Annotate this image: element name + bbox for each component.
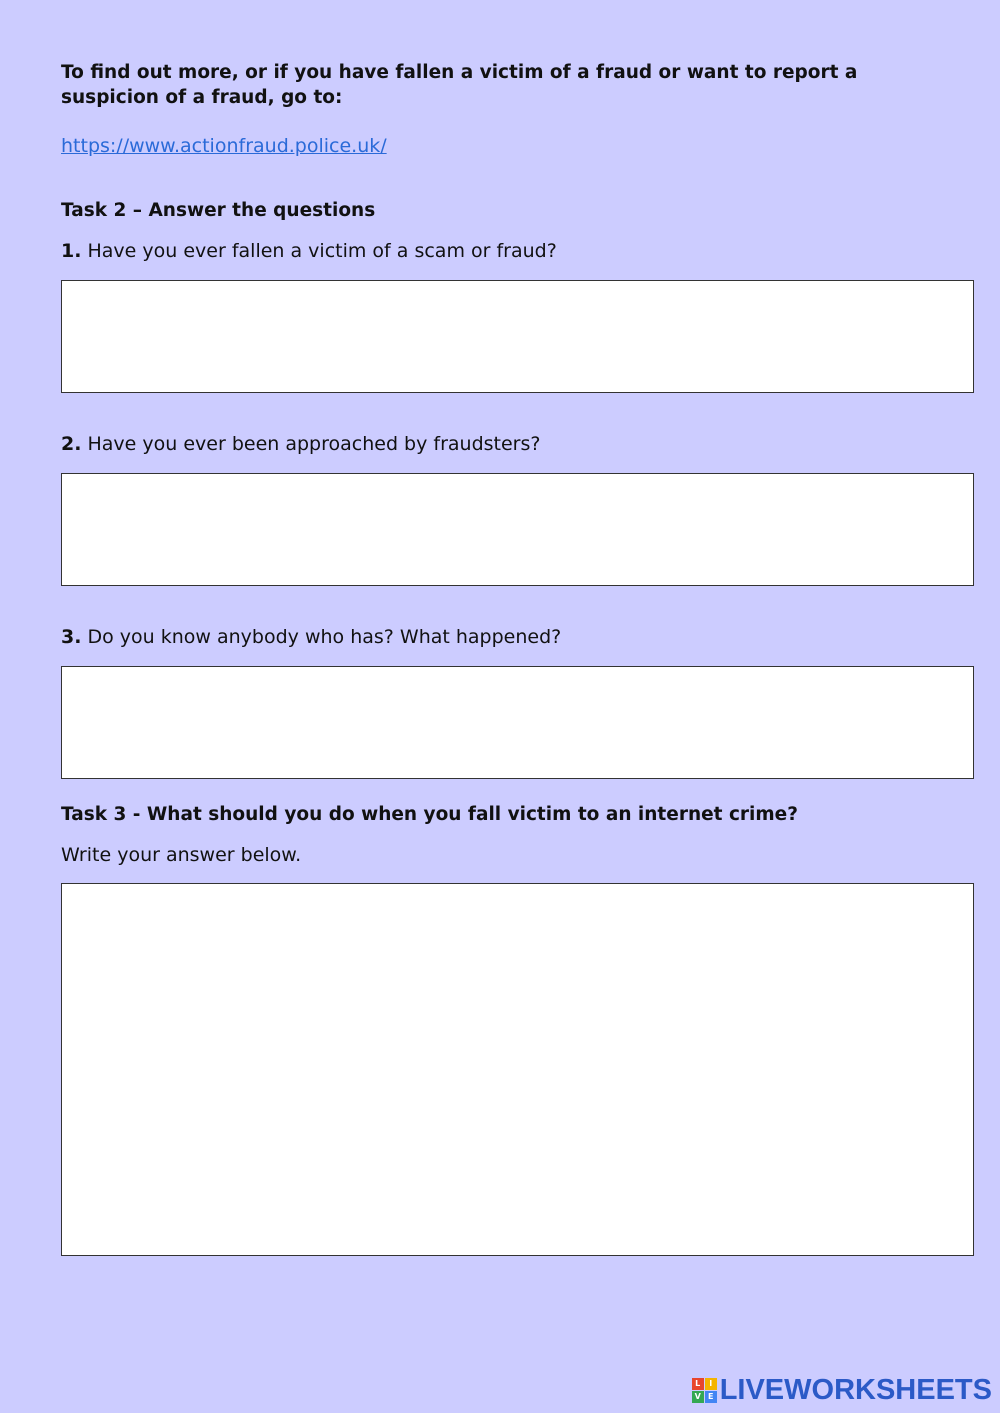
task2-heading: Task 2 – Answer the questions bbox=[61, 200, 376, 221]
logo-letter: E bbox=[705, 1391, 717, 1403]
question-1-number: 1. bbox=[61, 240, 82, 262]
logo-letter: V bbox=[692, 1391, 704, 1403]
liveworksheets-logo bbox=[692, 1374, 992, 1407]
question-1 bbox=[61, 240, 557, 262]
question-2-text: Have you ever been approached by fraudsters? bbox=[87, 433, 541, 455]
answer-2-input[interactable] bbox=[61, 473, 974, 586]
intro-text: To find out more, or if you have fallen a victim of a fraud or want to report a suspicion of a fraud, go to: bbox=[61, 62, 858, 108]
question-2-number: 2. bbox=[61, 433, 82, 455]
answer-1-input[interactable] bbox=[61, 280, 974, 393]
task3-answer-input[interactable] bbox=[61, 883, 974, 1256]
question-3-number: 3. bbox=[61, 626, 82, 648]
logo-letter: I bbox=[705, 1378, 717, 1390]
question-3-text: Do you know anybody who has? What happened? bbox=[87, 626, 562, 648]
logo-mark-icon bbox=[692, 1378, 717, 1403]
action-fraud-link[interactable]: https://www.actionfraud.police.uk/ bbox=[61, 135, 387, 157]
task3-instruction: Write your answer below. bbox=[61, 844, 302, 866]
question-2 bbox=[61, 433, 540, 455]
answer-3-input[interactable] bbox=[61, 666, 974, 779]
question-1-text: Have you ever fallen a victim of a scam or fraud? bbox=[87, 240, 557, 262]
logo-text: LIVEWORKSHEETS bbox=[719, 1374, 992, 1406]
task3-heading: Task 3 - What should you do when you fall victim to an internet crime? bbox=[61, 804, 798, 825]
question-3 bbox=[61, 626, 561, 648]
logo-letter: L bbox=[692, 1378, 704, 1390]
